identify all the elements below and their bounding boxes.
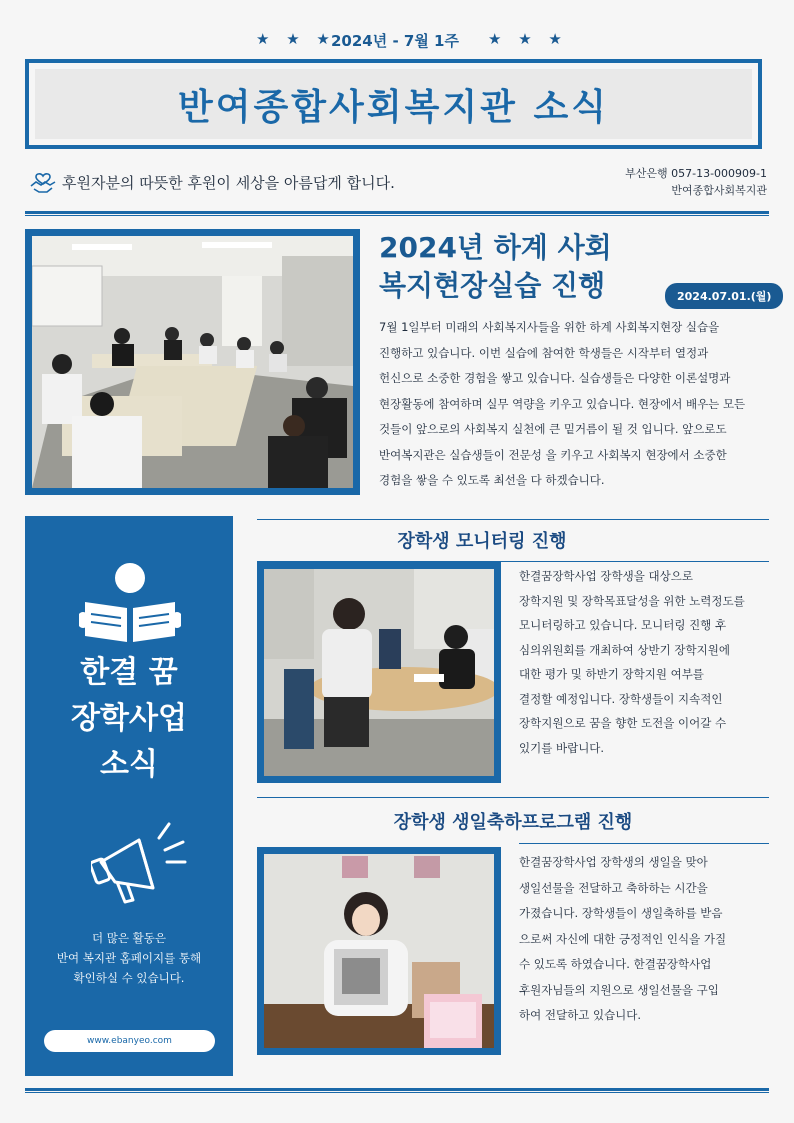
body-line: 후원자님들의 지원으로 생일선물을 구입 [519, 982, 719, 997]
section2-top-rule [257, 519, 769, 520]
side-note-line1: 더 많은 활동은 [92, 931, 166, 945]
body-line: 심의위원회를 개최하여 상반기 장학지원에 [519, 642, 730, 657]
title-box [25, 59, 762, 149]
reading-person-icon [79, 562, 181, 648]
section3-under-rule [519, 843, 769, 844]
slogan-text: 후원자분의 따뜻한 후원이 세상을 아름답게 합니다. [62, 174, 395, 192]
monitoring-photo [257, 562, 501, 783]
issue-label: 2024년 - 7월 1주 [331, 32, 459, 50]
stars-left: ★ ★ ★ [256, 30, 336, 48]
side-title-line3: 소식 [100, 747, 158, 782]
body-line: 으로써 자신에 대한 긍정적인 인식을 가질 [519, 931, 727, 946]
page-title: 반여종합사회복지관 소식 [177, 86, 610, 128]
slogan [30, 172, 395, 193]
section3-top-rule [257, 797, 769, 798]
body-line: 반여복지관은 실습생들이 전문성 을 키우고 사회복지 현장에서 소중한 [379, 447, 727, 462]
main-article-body [379, 315, 769, 494]
header-divider [25, 211, 769, 216]
body-line: 한결꿈장학사업 장학생의 생일을 맞아 [519, 855, 708, 869]
meeting-image [264, 569, 494, 776]
body-line: 대한 평가 및 하반기 장학지원 여부를 [519, 667, 704, 681]
body-line: 것들이 앞으로의 사회복지 실천에 큰 밑거름이 될 것 입니다. 앞으로도 [379, 422, 727, 436]
classroom-image [32, 236, 353, 488]
body-line: 결정할 예정입니다. 장학생들이 지속적인 [519, 691, 723, 706]
handshake-heart-icon [30, 173, 56, 193]
body-line: 한결꿈장학사업 장학생을 대상으로 [519, 569, 693, 583]
section2-heading: 장학생 모니터링 진행 [397, 531, 567, 552]
bank-account: 부산은행 057-13-000909-1 [625, 167, 767, 180]
side-title-line2: 장학사업 [71, 701, 187, 736]
stars-right: ★ ★ ★ [488, 30, 568, 48]
body-line: 하여 전달하고 있습니다. [519, 1008, 642, 1022]
body-line: 현장활동에 참여하며 실무 역량을 키우고 있습니다. 현장에서 배우는 모든 [379, 396, 746, 411]
homepage-link[interactable]: www.ebanyeo.com [44, 1030, 215, 1052]
body-line: 모니터링하고 있습니다. 모니터링 진행 후 [519, 618, 727, 632]
body-line: 7월 1일부터 미래의 사회복지사들을 위한 하계 사회복지현장 실습을 [379, 320, 720, 334]
body-line: 생일선물을 전달하고 축하하는 시간을 [519, 880, 708, 895]
megaphone-icon [91, 816, 187, 908]
body-line: 있기를 바랍니다. [519, 740, 605, 755]
side-title-line1: 한결 꿈 [80, 655, 178, 690]
footer-divider [25, 1088, 769, 1093]
section2-body [519, 564, 774, 760]
bank-info [625, 165, 767, 199]
body-line: 진행하고 있습니다. 이번 실습에 참여한 학생들은 시작부터 열정과 [379, 345, 709, 360]
practicum-photo [25, 229, 360, 495]
main-article-date-badge: 2024.07.01.(월) [665, 283, 783, 309]
bank-holder: 반여종합사회복지관 [671, 184, 767, 197]
side-note-line3: 확인하실 수 있습니다. [73, 971, 185, 985]
body-line: 수 있도록 하였습니다. 한결꿈장학사업 [519, 957, 712, 971]
birthday-photo [257, 847, 501, 1055]
body-line: 장학지원 및 장학목표달성을 위한 노력정도를 [519, 593, 745, 608]
body-line: 경험을 쌓을 수 있도록 최선을 다 하겠습니다. [379, 473, 605, 487]
section3-body [519, 850, 774, 1029]
scholarship-side-panel [25, 516, 233, 1076]
main-article-title-line2: 복지현장실습 진행 [379, 269, 606, 302]
section3-heading: 장학생 생일축하프로그램 진행 [393, 812, 633, 833]
body-line: 가졌습니다. 장학생들이 생일축하를 받음 [519, 906, 723, 920]
body-line: 장학지원으로 꿈을 향한 도전을 이어갈 수 [519, 716, 727, 730]
main-article-title-line1: 2024년 하계 사회 [379, 231, 612, 264]
side-note-line2: 반여 복지관 홈페이지를 통해 [56, 951, 202, 965]
birthday-image [264, 854, 494, 1048]
body-line: 헌신으로 소중한 경험을 쌓고 있습니다. 실습생들은 다양한 이론설명과 [379, 371, 731, 385]
